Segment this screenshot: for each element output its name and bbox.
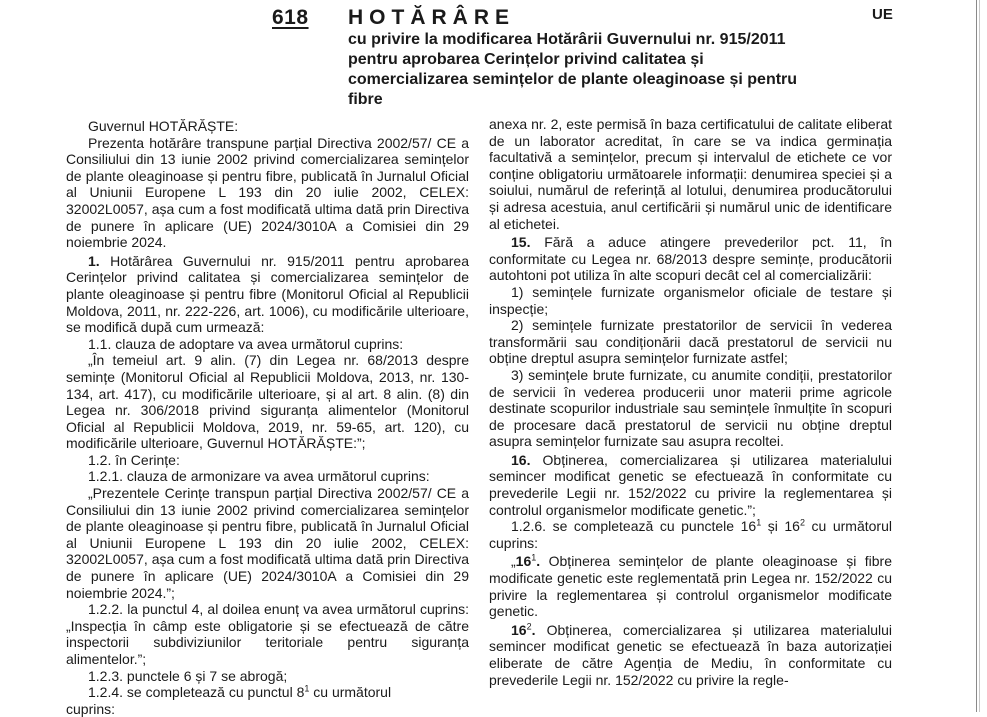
point-number: 15. xyxy=(511,234,531,251)
superscript: 1 xyxy=(304,683,310,694)
paragraph xyxy=(66,253,469,336)
paragraph: „Prezentele Cerințe transpun parțial Directiva 2002/57/ CE a Consiliului din 13 iunie 2002 privind comercializarea semințelor de plante oleaginoase și pentru fibre, publicată în Jurnalul Oficial al Uniunii Europene L 193 din 20 iulie 2002, CELEX: 32002L0057, așa cum a fost modificată ultima dată prin Directiva de punere în aplicare (UE) 2024/3010A a Comisiei din 29 noiembrie 2024.”; xyxy=(66,485,469,601)
point-dot: . xyxy=(536,553,541,570)
paragraph: 1.2.1. clauza de armonizare va avea următorul cuprins: xyxy=(88,468,430,485)
paragraph: cuprins: xyxy=(66,700,116,717)
left-text-column xyxy=(66,118,469,717)
paragraph-text: 1.2.6. se completează cu punctele 16 xyxy=(511,518,757,535)
point-number: 16 xyxy=(511,621,527,638)
paragraph: 1) semințele furnizate organismelor oficiale de testare și inspecție; xyxy=(489,283,892,317)
paragraph: 3) semințele brute furnizate, cu anumite condiții, prestatorilor de servicii în vederea producerii unor materii prime agricole destinate scopurilor industriale sau semințele înmulțite în scopuri de procesare dacă prestatorul de servicii nu obține dreptul asupra semințelor furnizate sau asupra recoltei. xyxy=(489,366,892,450)
eu-badge: UE xyxy=(872,6,893,23)
paragraph: 1.2.2. la punctul 4, al doilea enunț va avea următorul cuprins: „Inspecția în câmp este obligatorie și se efectuează de către inspectorii subdiviziunilor teritoriale pentru siguranța alimentelor.”; xyxy=(66,601,469,667)
paragraph xyxy=(489,622,892,688)
superscript: 1 xyxy=(756,517,762,528)
point-number: 16 xyxy=(515,553,532,570)
paragraph-text: Hotărârea Guvernului nr. 915/2011 pentru aprobarea Cerințelor privind calitatea și comercializarea semințelor de plante oleaginoase și pentru fibre (Monitorul Oficial al Republicii Moldova, 2011, nr. 222-226, art. 1006), cu modificările ulterioare, se modifică după cum urmează: xyxy=(66,252,469,336)
paragraph-text: Obținerea, comercializarea și utilizarea materialului semincer modificat genetic se efectuează în conformitate cu prevederile Legii nr. 152/2022 cu privire la reglementarea și controlul organismelor modificate genetic.”; xyxy=(489,451,892,518)
paragraph-text: și 16 xyxy=(761,518,800,535)
quote-mark: „ xyxy=(511,553,516,570)
superscript: 2 xyxy=(526,621,532,632)
paragraph: anexa nr. 2, este permisă în baza certificatului de calitate eliberat de un laborator acreditat, în care se va indica germinația facultativă a semințelor, precum și intervalul de etichete ce vor conține obligatoriu următoarele informații: denumirea speciei și a soiului, numărul de referință al lotului, denumirea producătorului și adresa acestuia, anul certificării și numărul unic de identificare al etichetei. xyxy=(489,116,892,232)
paragraph xyxy=(489,234,892,284)
point-number: 1. xyxy=(88,252,100,269)
paragraph-text: 1.2.4. se completează cu punctul 8 xyxy=(88,684,305,701)
right-text-column xyxy=(489,116,892,688)
document-number: 618 xyxy=(272,6,309,29)
superscript: 1 xyxy=(531,552,537,563)
paragraph: 1.1. clauza de adoptare va avea următorul cuprins: xyxy=(88,335,404,352)
paragraph-text: Obținerea semințelor de plante oleaginoase și fibre modificate genetic este reglementată prin Legea nr. 152/2022 cu privire la reglementarea și controlul organismelor modificate genetic. xyxy=(489,553,892,620)
superscript: 2 xyxy=(799,517,805,528)
document-type-title: HOTĂRÂRE xyxy=(348,6,515,29)
paragraph xyxy=(489,452,892,518)
point-number: 16. xyxy=(511,451,531,468)
paragraph: Guvernul HOTĂRĂȘTE: xyxy=(88,118,239,134)
paragraph: 1.2.3. punctele 6 și 7 se abrogă; xyxy=(88,667,288,684)
paragraph: „În temeiul art. 9 alin. (7) din Legea nr. 68/2013 despre semințe (Monitorul Oficial al Republicii Moldova, 2013, nr. 130-134, art. 417), cu modificările ulterioare, și al art. 8 alin. (8) din Legea nr. 306/2018 privind siguranța alimentelor (Monitorul Oficial al Republicii Moldova, 2019, nr. 59-65, art. 120), cu modificările ulterioare, Guvernul HOTĂRĂȘTE:”; xyxy=(66,352,469,452)
paragraph: 1.2. în Cerințe: xyxy=(88,451,180,468)
page-edge-rule-inner xyxy=(979,0,980,712)
paragraph-text: Fără a aduce atingere prevederilor pct. 11, în conformitate cu Legea nr. 68/2013 despre semințe, producătorii autohtoni pot utiliza în alte scopuri decât cel al comercializării: xyxy=(489,234,893,284)
paragraph: 2) semințele furnizate prestatorilor de servicii în vederea transformării sau condiționării dacă prestatorul de servicii nu obține dreptul asupra semințelor furnizate astfel; xyxy=(489,317,892,367)
paragraph-text: cu următorul xyxy=(309,684,392,701)
paragraph xyxy=(66,684,469,701)
paragraph-text: Obținerea, comercializarea și utilizarea materialului semincer modificat genetic se efectuează în baza autorizației eliberate de către Agenția de Mediu, în conformitate cu prevederile Legii nr. 152/2022 cu privire la regle- xyxy=(489,621,892,688)
page-edge-rule xyxy=(976,0,977,712)
point-dot: . xyxy=(531,621,536,638)
paragraph: Prezenta hotărâre transpune parțial Directiva 2002/57/ CE a Consiliului din 13 iunie 2002 privind comercializarea semințelor de plante oleaginoase și pentru fibre, publicată în Jurnalul Oficial al Uniunii Europene L 193 din 20 iulie 2002, CELEX: 32002L0057, așa cum a fost modificată ultima dată prin Directiva de punere în aplicare (UE) 2024/3010A a Comisiei din 29 noiembrie 2024. xyxy=(66,134,469,251)
paragraph xyxy=(489,518,892,551)
document-subtitle: cu privire la modificarea Hotărârii Guvernului nr. 915/2011 pentru aprobarea Cerințelor privind calitatea și comercializarea semințelor de plante oleaginoase și pentru fibre xyxy=(348,31,798,108)
paragraph-text: cu următorul cuprins: xyxy=(489,518,892,551)
paragraph xyxy=(489,553,892,619)
